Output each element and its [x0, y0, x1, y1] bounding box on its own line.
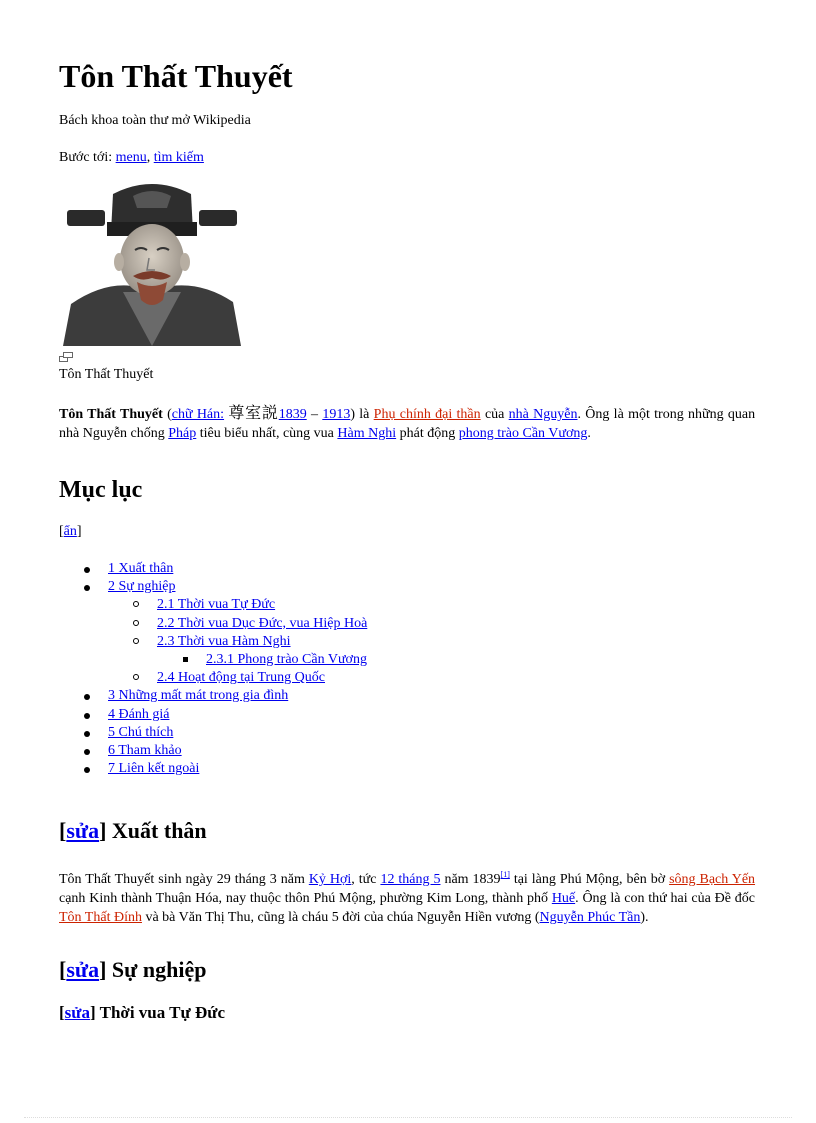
page-divider: [24, 1117, 792, 1118]
phap-link[interactable]: Pháp: [168, 426, 197, 441]
intro-paragraph: Tôn Thất Thuyết (chữ Hán: 尊室説1839 – 1913) là Phụ chính đại thần của nhà Nguyễn. Ông là một trong những quan nhà Nguyễn chống Pháp tiêu biểu nhất, cùng vua Hàm Nghi phát động phong trào Cần Vương.: [59, 403, 756, 441]
phu-chinh-link[interactable]: Phụ chính đại thần: [373, 407, 481, 422]
birth-year-link[interactable]: 1839: [278, 407, 307, 422]
page-title: Tôn Thất Thuyết: [59, 58, 293, 94]
section-heading-su-nghiep: [sửa] Sự nghiệp: [59, 957, 207, 982]
section-heading-xuat-than: [sửa] Xuất thân: [59, 818, 207, 843]
toc-item: 2.3.1 Phong trào Cần Vương: [59, 651, 367, 669]
xuat-than-paragraph: Tôn Thất Thuyết sinh ngày 29 tháng 3 năm Kỷ Hợi, tức 12 tháng 5 năm 1839[1] tại làng Phú Mộng, bên bờ sông Bạch Yến cạnh Kinh thành Thuận Hóa, nay thuộc thôn Phú Mộng, phường Kim Long, thành phố Huế. Ông là con thứ hai của Đề đốc Tôn Thất Đính và bà Văn Thị Thu, cũng là cháu 5 đời của chúa Nguyễn Hiền vương (Nguyễn Phúc Tần).: [59, 870, 756, 925]
toc-item: 2.1 Thời vua Tự Đức: [59, 596, 367, 614]
image-caption: Tôn Thất Thuyết: [59, 367, 154, 382]
date-link[interactable]: 12 tháng 5: [380, 872, 441, 887]
table-of-contents: [59, 560, 367, 778]
ton-that-dinh-link[interactable]: Tôn Thất Đính: [59, 910, 142, 925]
hanzi-text: 尊室説: [228, 403, 279, 422]
edit-link[interactable]: sửa: [64, 1003, 90, 1022]
toc-item: 7 Liên kết ngoài: [59, 760, 367, 778]
portrait-image[interactable]: [63, 174, 241, 346]
enlarge-icon[interactable]: [59, 352, 73, 362]
subsection-heading-tu-duc: [sửa] Thời vua Tự Đức: [59, 1003, 226, 1022]
ham-nghi-link[interactable]: Hàm Nghi: [337, 426, 397, 441]
toc-item: 2.3 Thời vua Hàm Nghi: [59, 633, 367, 651]
toc-item: 5 Chú thích: [59, 724, 367, 742]
nha-nguyen-link[interactable]: nhà Nguyễn: [508, 407, 578, 422]
song-bach-yen-link[interactable]: sông Bạch Yến: [669, 872, 756, 887]
toc-item: 2.2 Thời vua Dục Đức, vua Hiệp Hoà: [59, 615, 367, 633]
toc-item: 4 Đánh giá: [59, 706, 367, 724]
jump-prefix: Bước tới:: [59, 150, 113, 165]
jump-to-nav: Bước tới: menu, tìm kiếm: [59, 150, 204, 165]
toc-item: 2.4 Hoạt động tại Trung Quốc: [59, 669, 367, 687]
chu-han-link[interactable]: chữ Hán:: [171, 407, 225, 422]
site-subtitle: Bách khoa toàn thư mở Wikipedia: [59, 113, 251, 128]
toc-item: 2 Sự nghiệp: [59, 578, 367, 596]
edit-link[interactable]: sửa: [66, 957, 100, 982]
toc-item: 6 Tham khảo: [59, 742, 367, 760]
search-link[interactable]: tìm kiếm: [153, 150, 204, 165]
toc-hide-toggle: [ẩn]: [59, 524, 82, 539]
toc-item: 1 Xuất thân: [59, 560, 367, 578]
can-vuong-link[interactable]: phong trào Cần Vương: [458, 426, 588, 441]
edit-link[interactable]: sửa: [66, 818, 100, 843]
menu-link[interactable]: menu: [115, 150, 147, 165]
hue-link[interactable]: Huế: [551, 891, 576, 906]
death-year-link[interactable]: 1913: [322, 407, 351, 422]
nguyen-phuc-tan-link[interactable]: Nguyễn Phúc Tần: [539, 910, 641, 925]
hide-link[interactable]: ẩn: [63, 524, 77, 539]
toc-item: 3 Những mất mát trong gia đình: [59, 687, 367, 705]
ky-hoi-link[interactable]: Kỷ Hợi: [308, 872, 352, 887]
ref-link[interactable]: [1]: [500, 870, 510, 879]
toc-heading: Mục lục: [59, 477, 143, 503]
